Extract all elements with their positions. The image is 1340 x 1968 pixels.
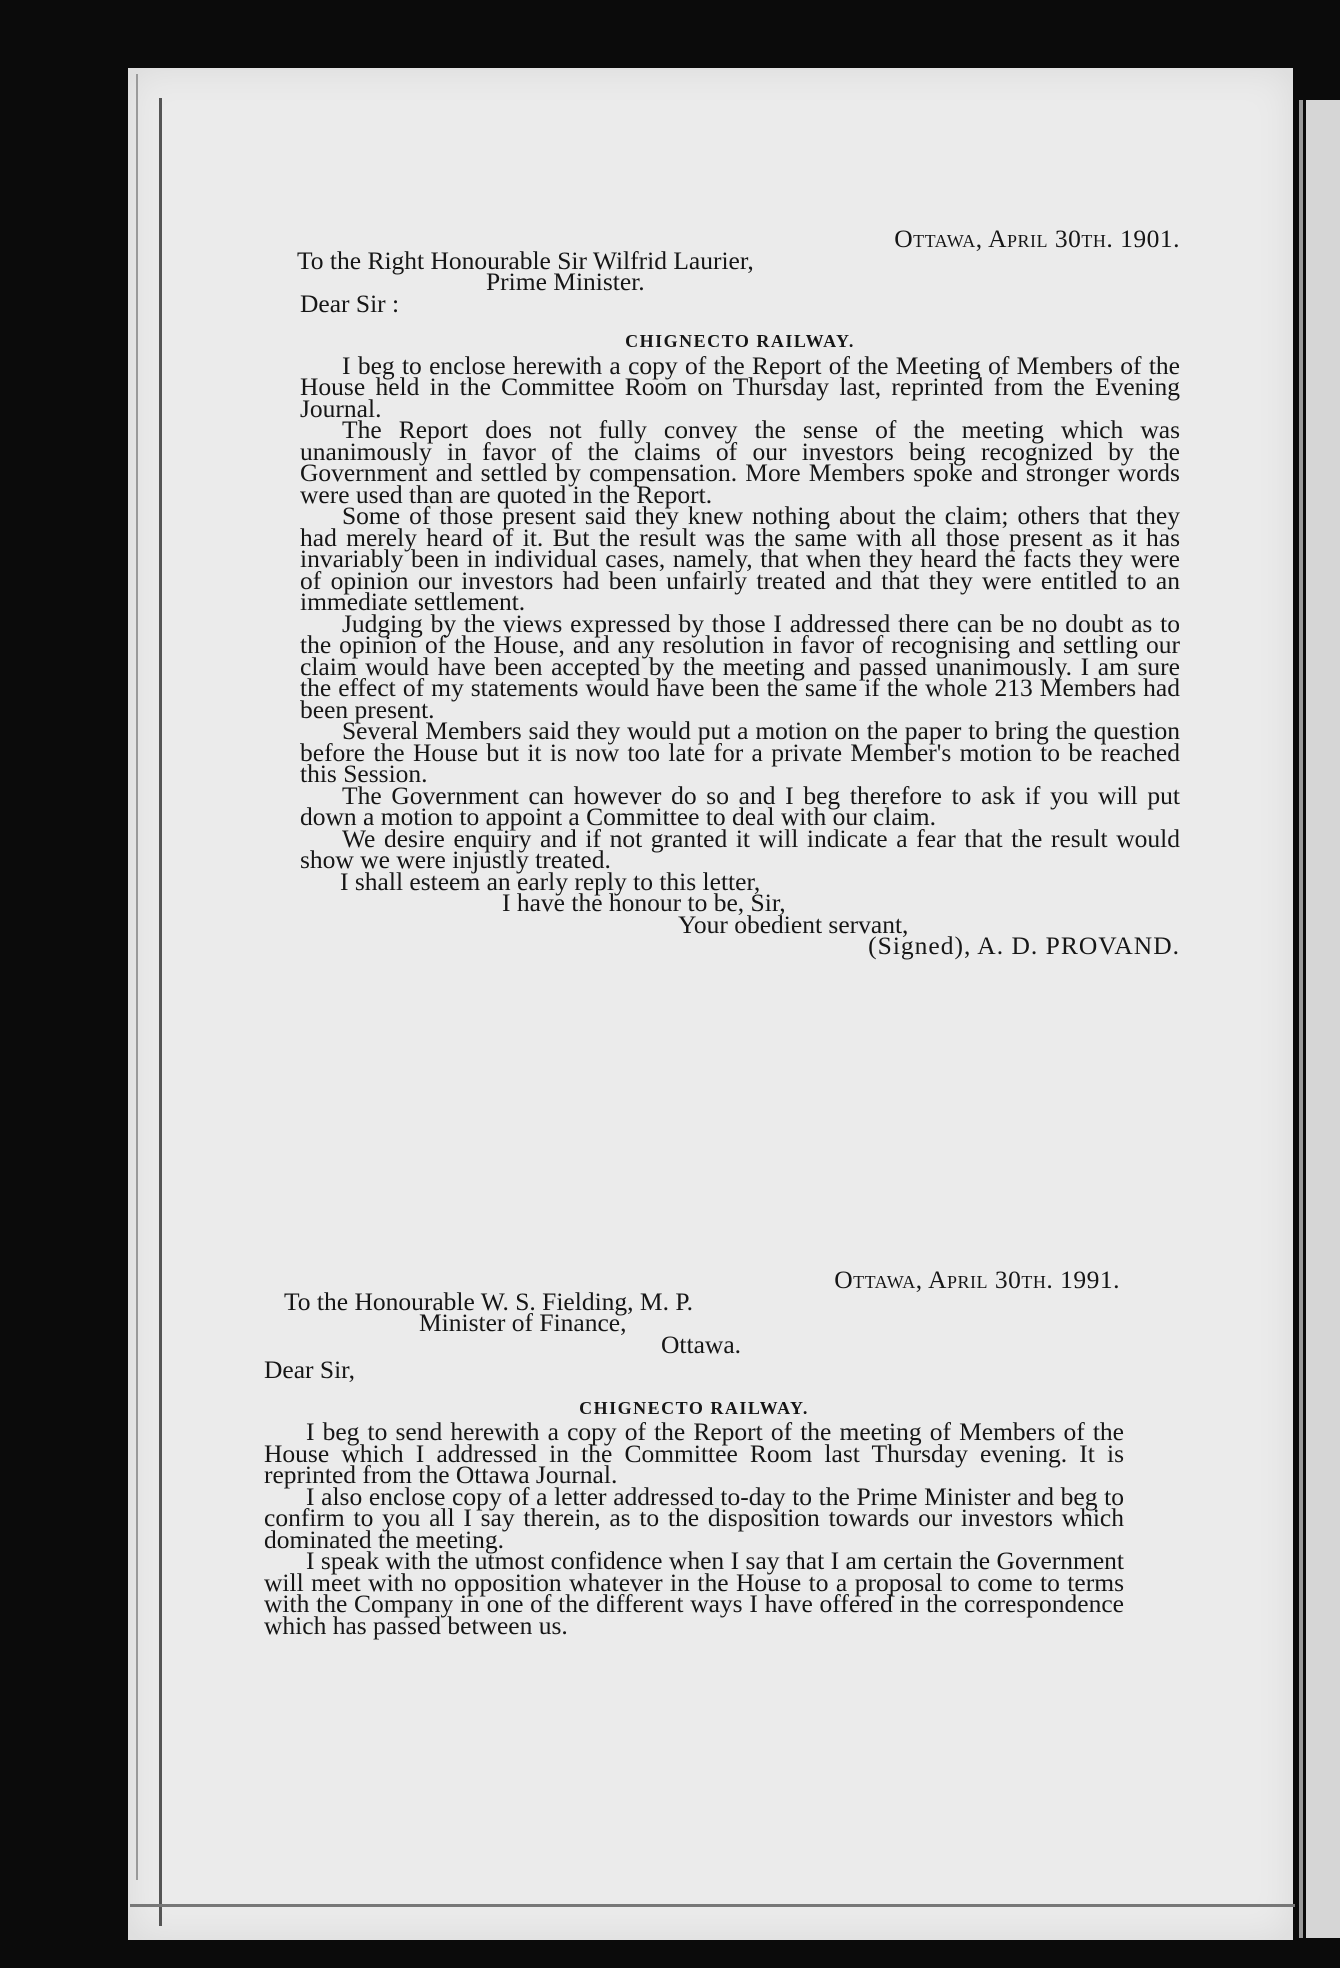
letter1-closing-line: I shall esteem an early reply to this letter, xyxy=(340,866,761,896)
letter-to-prime-minister xyxy=(297,224,1180,960)
letter2-addressee-title: Minister of Finance, xyxy=(419,1308,627,1337)
adjacent-page xyxy=(1306,100,1340,1938)
letter-to-finance-minister xyxy=(264,1265,1124,1640)
letter2-addressee: To the Honourable W. S. Fielding, M. P. xyxy=(284,1286,694,1316)
letter2-dateline: Ottawa, April 30th. 1991. xyxy=(834,1265,1120,1294)
letter1-closing-line: I have the honour to be, Sir, xyxy=(502,888,786,917)
letter1-paragraph: Some of those present said they knew nothing about the claim; others that they had merely heard of it. But the result was the same with all those present as it has invariably been in individual cases, namely, that when they heard the facts they were of opinion our investors had been unfairly treated and that they were entitled to an immediate settlement. xyxy=(300,501,1180,616)
letter1-addressee: To the Right Honourable Sir Wilfrid Laurier, xyxy=(297,245,754,275)
letter1-paragraph: The Government can however do so and I beg therefore to ask if you will put down a motion to appoint a Committee to deal with our claim. xyxy=(300,780,1180,831)
letter1-closing-line: Your obedient servant, xyxy=(678,909,909,939)
letter1-paragraph: We desire enquiry and if not granted it will indicate a fear that the result would show we were injustly treated. xyxy=(300,823,1180,874)
letter1-paragraph: Judging by the views expressed by those I addressed there can be no doubt as to the opinion of the House, and any resolution in favor of recognising and settling our claim would have been accepted by the meeting and passed unanimously. I am sure the effect of my statements would have been the same if the whole 213 Members had been present. xyxy=(300,608,1180,724)
letter1-paragraph: Several Members said they would put a motion on the paper to bring the question before the House but it is now too late for a private Member's motion to be reached this Session. xyxy=(300,716,1180,788)
letter2-addressee-place: Ottawa. xyxy=(661,1329,742,1359)
letter1-paragraph: The Report does not fully convey the sense of the meeting which was unanimously in favor of the claims of our investors being recognized by the Government and settled by compensation. More Members spoke and stronger words were used than are quoted in the Report. xyxy=(300,415,1180,509)
letter2-heading: CHIGNECTO RAILWAY. xyxy=(579,1397,809,1418)
adjacent-page-edge xyxy=(1299,100,1303,1938)
letter2-salutation: Dear Sir, xyxy=(264,1355,356,1384)
letter2-paragraph: I beg to send herewith a copy of the Report of the meeting of Members of the House which I addressed in the Committee Room last Thursday evening. It is reprinted from the Ottawa Journal. xyxy=(264,1417,1124,1489)
page-bottom-edge xyxy=(130,1904,1295,1907)
letter2-paragraph: I speak with the utmost confidence when I say that I am certain the Government will meet with no opposition whatever in the House to a proposal to come to terms with the Company in one of the different ways I have offered in the correspondence which has passed between us. xyxy=(264,1546,1124,1640)
letter2-paragraph: I also enclose copy of a letter addressed to-day to the Prime Minister and beg to confirm to you all I say therein, as to the disposition towards our investors which dominated the meeting. xyxy=(264,1481,1124,1554)
letter1-dateline: Ottawa, April 30th. 1901. xyxy=(894,224,1180,253)
letter1-signature: (Signed), A. D. PROVAND. xyxy=(868,931,1180,960)
letter1-addressee-title: Prime Minister. xyxy=(486,267,645,296)
letter1-paragraph: I beg to enclose herewith a copy of the Report of the Meeting of Members of the House held in the Committee Room on Thursday last, reprinted from the Evening Journal. xyxy=(300,350,1180,423)
letter1-heading: CHIGNECTO RAILWAY. xyxy=(625,331,855,351)
letter1-salutation: Dear Sir : xyxy=(300,288,400,318)
